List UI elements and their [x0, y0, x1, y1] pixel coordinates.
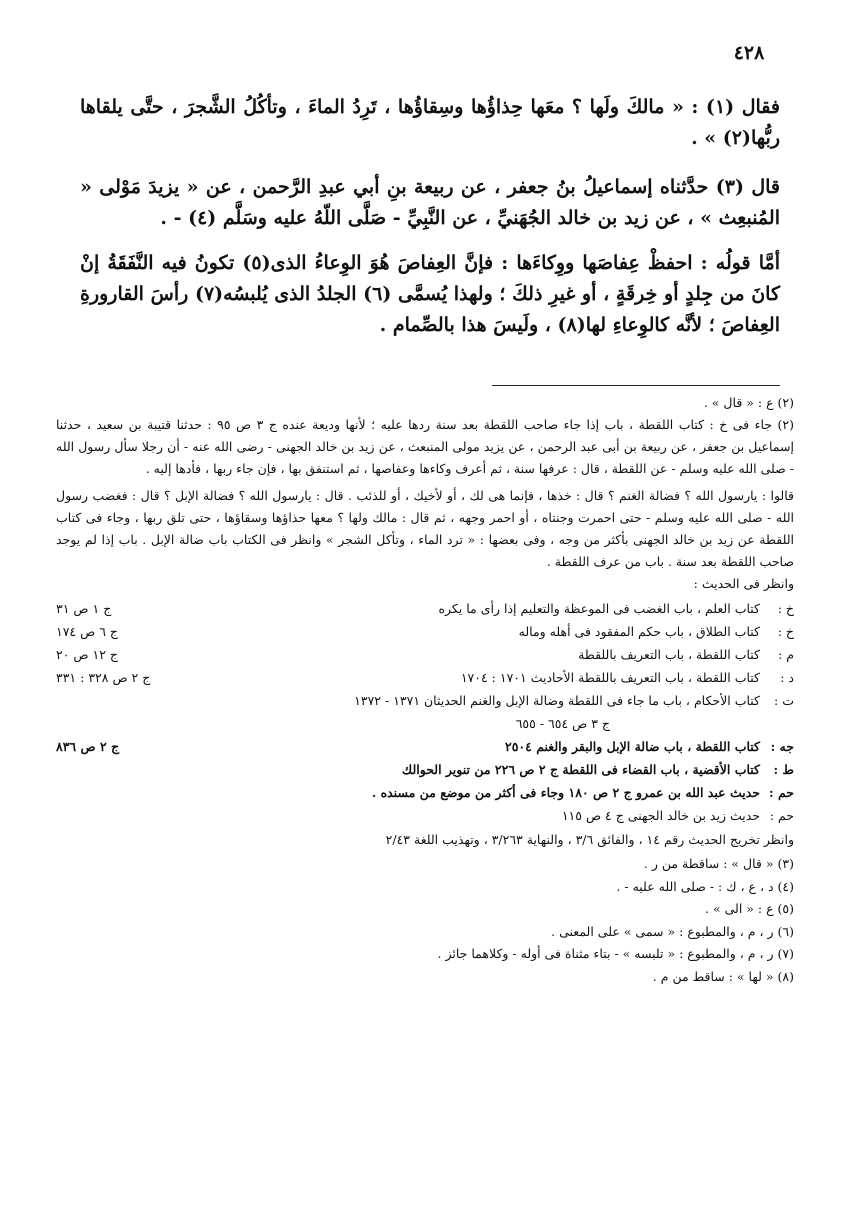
ref-location: ج ٢ ص ٨٣٦	[56, 739, 120, 754]
ref-location: ج ١٢ ص ٢٠	[56, 647, 118, 662]
reference-row	[56, 666, 794, 689]
footnote-2-body-continued: قالوا : يارسول الله ؟ فضالة الغنم ؟ قال : خذها ، فإنما هى لك ، أو لأخيك ، أو للذئب . قال : يارسول الله ؟ فضالة الإبل ؟ قال : فغضب رسول الله - صلى الله عليه وسلم - حتى احمرت وجنتاه ، أو احمر وجهه ، ثم قال : مالك ولها ؟ معها حذاؤها وسقاؤها ، حتى تلق ربها ، وجاء فى كتاب اللقطة عن زيد بن خالد الجهنى بأكثر من وجه ، وفى بعضها : « ترد الماء ، وتأكل الشجر » وانظر فى الكتاب باب ضالة الإبل . باب إذا لم يوجد صاحب اللقطة بعد سنة . باب من عرف اللقطة .	[56, 488, 794, 569]
ref-location	[56, 781, 246, 804]
refs-intro: وانظر فى الحديث :	[693, 576, 794, 591]
ref-source: جه :	[770, 739, 794, 754]
reference-row	[56, 735, 794, 758]
footnote-list	[56, 853, 794, 988]
footnote-item: (٨) « لها » : ساقط من م .	[652, 968, 794, 984]
ref-location	[56, 804, 246, 827]
ref-source: خ :	[777, 624, 794, 639]
main-paragraph: أمَّا قولُه : احفظْ عِفاصَها ووِكاءَها : فإنَّ العِفاصَ هُوَ الوِعاءُ الذى(٥) تكونُ فيه النَّفَقَةُ إنْ كانَ من جِلدٍ أو خِرقَةٍ ، أو غيرِ ذلكَ ؛ ولهذا يُسمَّى (٦) الجلدُ الذى يُلبسُه(٧) رأسَ القارورةِ العِفاصَ ؛ لأنَّه كالوِعاءِ لها(٨) ، ولَيسَ هذا بالصِّمام .	[80, 252, 780, 336]
reference-row	[56, 781, 794, 804]
ref-text: كتاب اللقطة ، باب التعريف باللقطة الأحاديث ١٧٠١ : ١٧٠٤	[460, 670, 760, 685]
ref-source: ت :	[774, 693, 794, 708]
ref-location: ج ٢ ص ٣٢٨ : ٣٣١	[56, 670, 151, 685]
reference-row	[56, 597, 794, 620]
footnote-divider	[492, 385, 780, 386]
ref-location	[56, 712, 246, 735]
ref-text: حديث عبد الله بن عمرو ج ٢ ص ١٨٠ وجاء فى أكثر من موضع من مسنده .	[371, 785, 760, 800]
ref-text: ج ٣ ص ٦٥٤ - ٦٥٥	[515, 716, 610, 731]
refs-outro: وانظر تخريج الحديث رقم ١٤ ، والفائق ٣/٦ ، والنهاية ٣/٢٦٣ ، وتهذيب اللغة ٢/٤٣	[385, 832, 794, 847]
ref-text: كتاب الطلاق ، باب حكم المفقود فى أهله وماله	[518, 624, 760, 639]
ref-source: حم :	[769, 808, 794, 823]
ref-location	[56, 689, 246, 712]
main-paragraph: قال (٣) حدَّثناه إسماعيلُ بنُ جعفر ، عن ربيعة بنِ أبي عبدِ الرَّحمن ، عن « يزيدَ مَوْلى « المُنبعِث » ، عن زيد بن خالد الجُهَنيِّ ، عن النَّبِيِّ - صَلَّى اللّهُ عليه وسَلَّم (٤) - .	[80, 176, 781, 229]
main-paragraph: فقال (١) : « مالكَ ولَها ؟ معَها حِذاؤُها وسِقاؤُها ، تَرِدُ الماءَ ، وتأكُلُ الشَّجرَ ، حتَّى يلقاها ربُّها(٢) » .	[80, 96, 780, 149]
main-text	[80, 92, 780, 355]
reference-row	[56, 689, 794, 712]
ref-source: ط :	[773, 762, 794, 777]
ref-text: كتاب اللقطة ، باب التعريف باللقطة	[578, 647, 760, 662]
ref-text: حديث زيد بن خالد الجهنى ج ٤ ص ١١٥	[561, 808, 760, 823]
ref-text: كتاب اللقطة ، باب ضالة الإبل والبقر والغنم ٢٥٠٤	[505, 739, 760, 754]
ref-source: د :	[780, 670, 794, 685]
page-number: ٤٢٨	[733, 42, 765, 64]
reference-list	[56, 597, 794, 827]
ref-source	[760, 712, 794, 735]
footnote-item: (٧) ر ، م ، والمطبوع : « تلبسه » - بتاء مثناة فى أوله - وكلاهما جائز .	[437, 946, 794, 961]
reference-row	[56, 620, 794, 643]
reference-row	[56, 804, 794, 827]
ref-text: كتاب الأحكام ، باب ما جاء فى اللقطة وضالة الإبل والغنم الحديثان ١٣٧١ - ١٣٧٢	[354, 693, 760, 708]
footnote-2-first: (٢) ع : « قال » .	[703, 395, 794, 410]
ref-source: م :	[778, 647, 794, 662]
footnote-item: (٦) ر ، م ، والمطبوع : « سمى » على المعنى .	[551, 923, 794, 939]
ref-text: كتاب الأقضية ، باب القضاء فى اللقطة ج ٢ ص ٢٢٦ من تنوير الحوالك	[401, 762, 760, 777]
footnote-2-body: (٢) جاء فى خ : كتاب اللقطة ، باب إذا جاء صاحب اللقطة بعد سنة ردها عليه ؛ لأنها وديعة عنده ج ٣ ص ٩٥ : حدثنا قتيبة بن سعيد ، حدثنا إسماعيل بن جعفر ، عن ربيعة بن أبى عبد الرحمن ، عن يزيد مولى المنبعث ، عن زيد بن خالد الجهنى - رضى الله عنه - أن رجلا سأل رسول الله - صلى الله عليه وسلم - عن اللقطة ، قال : عرفها سنة ، ثم أعرف وكاءها وعفاصها ، ثم استنفق بها ، فإن جاء ربها ، فأدها إليه .	[56, 417, 794, 476]
reference-row	[56, 758, 794, 781]
reference-row	[56, 712, 794, 735]
ref-source: خ :	[777, 601, 794, 616]
footnote-item: (٣) « قال » : ساقطة من ر .	[643, 856, 794, 871]
footnotes	[56, 392, 794, 988]
reference-row	[56, 643, 794, 666]
ref-source: حم :	[768, 785, 794, 800]
ref-location	[56, 758, 246, 781]
ref-location: ج ١ ص ٣١	[56, 601, 112, 616]
ref-location: ج ٦ ص ١٧٤	[56, 624, 118, 639]
footnote-item: (٤) د ، ع ، ك : - صلى الله عليه - .	[616, 878, 794, 894]
footnote-item: (٥) ع : « الى » .	[705, 901, 794, 916]
ref-text: كتاب العلم ، باب الغضب فى الموعظة والتعليم إذا رأى ما يكره	[438, 601, 760, 616]
